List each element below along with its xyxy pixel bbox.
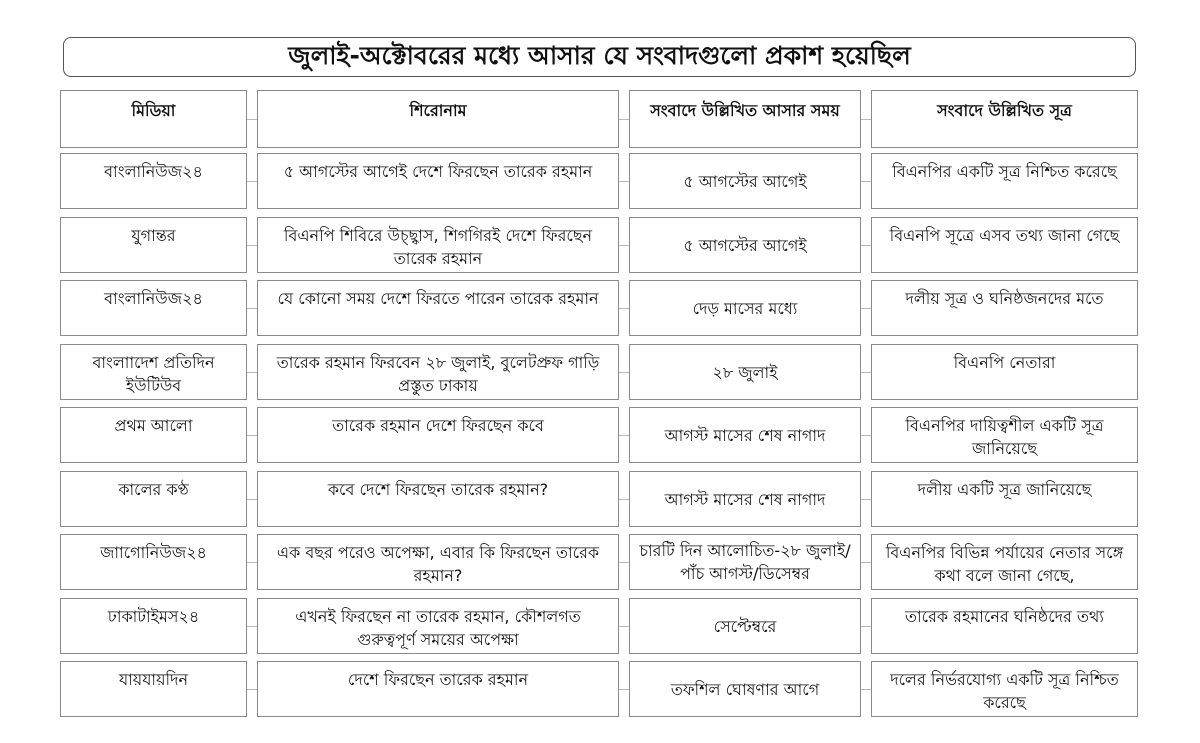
row-2-media: যুগান্তর [60,217,247,273]
row-6-time: আগস্ট মাসের শেষ নাগাদ [629,471,861,527]
row-connector [619,626,629,627]
header-media: মিডিয়া [60,90,247,148]
row-connector [619,562,629,563]
row-connector [861,119,871,120]
row-8-source: তারেক রহমানের ঘনিষ্ঠদের তথ্য [871,598,1138,654]
row-connector [619,689,629,690]
row-3-source: দলীয় সূত্র ও ঘনিষ্ঠজনদের মতে [871,280,1138,336]
row-8-media: ঢাকাটাইমস২৪ [60,598,247,654]
row-connector [861,626,871,627]
row-2-time: ৫ আগস্টের আগেই [629,217,861,273]
row-7-time: চারটি দিন আলোচিত-২৮ জুলাই/পাঁচ আগস্ট/ডিসেম্বর [629,534,861,590]
row-9-headline: দেশে ফিরছেন তারেক রহমান [257,661,619,717]
row-3-media: বাংলানিউজ২৪ [60,280,247,336]
row-4-media: বাংলাাদেশ প্রতিদিন ইউটিউব [60,344,247,400]
row-connector [619,499,629,500]
row-9-source: দলের নির্ভরযোগ্য একটি সূত্র নিশ্চিত করেছে [871,661,1138,717]
row-5-headline: তারেক রহমান দেশে ফিরছেন কবে [257,407,619,463]
row-connector [247,308,257,309]
row-connector [861,499,871,500]
row-3-headline: যে কোনো সময় দেশে ফিরতে পারেন তারেক রহমান [257,280,619,336]
page-title: জুলাই-অক্টোবরের মধ্যে আসার যে সংবাদগুলো প্রকাশ হয়েছিল [63,37,1136,77]
row-connector [619,372,629,373]
row-connector [619,435,629,436]
row-connector [861,562,871,563]
row-connector [247,626,257,627]
row-3-time: দেড় মাসের মধ্যে [629,280,861,336]
row-9-media: যায়যায়দিন [60,661,247,717]
row-1-time: ৫ আগস্টের আগেই [629,153,861,209]
row-6-media: কালের কণ্ঠ [60,471,247,527]
row-connector [247,245,257,246]
row-connector [861,181,871,182]
row-connector [247,499,257,500]
row-connector [247,181,257,182]
row-connector [247,119,257,120]
row-connector [861,689,871,690]
row-6-source: দলীয় একটি সূত্র জানিয়েছে [871,471,1138,527]
row-4-source: বিএনপি নেতারা [871,344,1138,400]
row-8-headline: এখনই ফিরছেন না তারেক রহমান, কৌশলগত গুরুত্বপূর্ণ সময়ের অপেক্ষা [257,598,619,654]
row-1-media: বাংলানিউজ২৪ [60,153,247,209]
row-connector [619,245,629,246]
row-1-headline: ৫ আগস্টের আগেই দেশে ফিরছেন তারেক রহমান [257,153,619,209]
news-table [60,90,1138,718]
row-7-source: বিএনপির বিভিন্ন পর্যায়ের নেতার সঙ্গে কথা বলে জানা গেছে, [871,534,1138,590]
header-source: সংবাদে উল্লিখিত সূত্র [871,90,1138,148]
row-2-source: বিএনপি সূত্রে এসব তথ্য জানা গেছে [871,217,1138,273]
row-4-time: ২৮ জুলাই [629,344,861,400]
row-connector [247,435,257,436]
row-connector [619,119,629,120]
header-headline: শিরোনাম [257,90,619,148]
header-time: সংবাদে উল্লিখিত আসার সময় [629,90,861,148]
row-4-headline: তারেক রহমান ফিরবেন ২৮ জুলাই, বুলেটপ্রুফ গাড়ি প্রস্তুত ঢাকায় [257,344,619,400]
row-connector [861,308,871,309]
row-5-media: প্রথম আলো [60,407,247,463]
row-5-source: বিএনপির দায়িত্বশীল একটি সূত্র জানিয়েছে [871,407,1138,463]
row-connector [619,181,629,182]
row-7-media: জাাগোনিউজ২৪ [60,534,247,590]
row-connector [247,689,257,690]
row-1-source: বিএনপির একটি সূত্র নিশ্চিত করেছে [871,153,1138,209]
row-9-time: তফশিল ঘোষণার আগে [629,661,861,717]
row-2-headline: বিএনপি শিবিরে উচ্ছ্বাস, শিগগিরই দেশে ফিরছেন তারেক রহমান [257,217,619,273]
row-connector [247,372,257,373]
row-5-time: আগস্ট মাসের শেষ নাগাদ [629,407,861,463]
row-connector [619,308,629,309]
row-connector [861,372,871,373]
row-6-headline: কবে দেশে ফিরছেন তারেক রহমান? [257,471,619,527]
row-connector [861,435,871,436]
row-connector [247,562,257,563]
row-8-time: সেপ্টেম্বরে [629,598,861,654]
row-connector [861,245,871,246]
row-7-headline: এক বছর পরেও অপেক্ষা, এবার কি ফিরছেন তারেক রহমান? [257,534,619,590]
